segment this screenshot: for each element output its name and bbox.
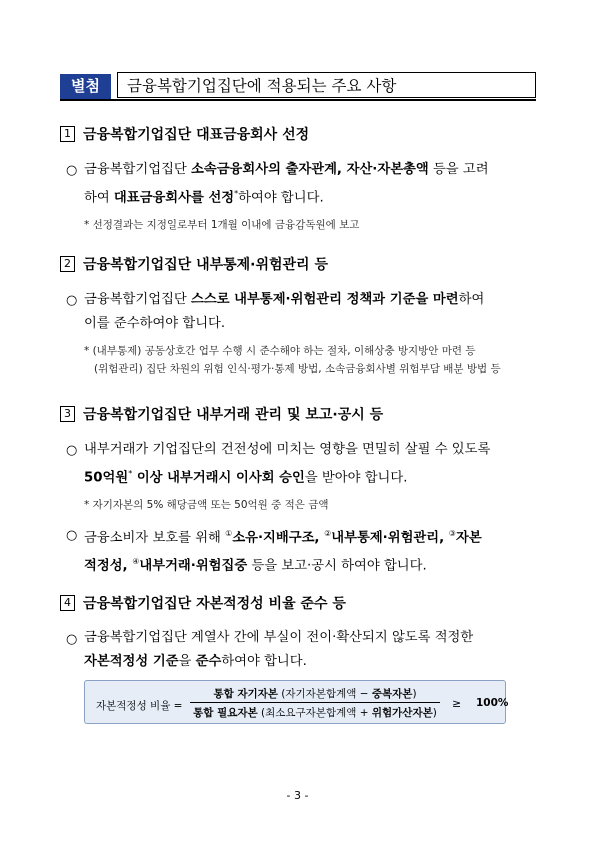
section-3-paragraph-2: 금융소비자 보호를 위해 ①소유·지배구조, ②내부통제·위험관리, ③자본 적정성, ④내부거래·위험집중 등을 보고·공시 하여야 합니다. [84, 529, 482, 574]
fraction-line [190, 702, 440, 703]
section-title: 금융복합기업집단 내부통제·위험관리 등 [83, 257, 328, 273]
greater-equal-sign: ≥ [452, 697, 462, 710]
page-title: 금융복합기업집단에 적용되는 주요 사항 [117, 72, 536, 98]
footnote: (위험관리) 집단 차원의 위험 인식·평가·통제 방법, 소속금융회사별 위험부담 배분 방법 등 [94, 363, 501, 375]
attachment-badge: 별첨 [60, 74, 111, 99]
bullet-icon: ○ [66, 528, 78, 543]
section-4-paragraph: 금융복합기업집단 계열사 간에 부실이 전이·확산되지 않도록 적정한 자본적정성 기준을 준수하여야 합니다. [84, 630, 474, 669]
section-number: 3 [60, 406, 75, 422]
section-4-heading [60, 593, 346, 613]
section-number: 4 [60, 595, 75, 611]
formula-numerator: 통합 자기자본 (자기자본합계액 − 중복자본) [213, 688, 417, 700]
formula-denominator: 통합 필요자본 (최소요구자본합계액 + 위험가산자본) [193, 707, 437, 719]
section-1-paragraph: 금융복합기업집단 소속금융회사의 출자관계, 자산·자본총액 등을 고려 하여 대표금융회사를 선정*하여야 합니다. * 선정결과는 지정일로부터 1개월 이내에 금융감독원에 보고 [84, 158, 540, 234]
footnote: * 선정결과는 지정일로부터 1개월 이내에 금융감독원에 보고 [84, 219, 360, 232]
title-underline [60, 99, 536, 101]
section-number: 2 [60, 256, 75, 272]
section-title: 금융복합기업집단 내부거래 관리 및 보고·공시 등 [83, 407, 384, 423]
footnote: * 자기자본의 5% 해당금액 또는 50억원 중 적은 금액 [84, 499, 329, 512]
section-1-heading [60, 124, 309, 144]
section-2-paragraph: 금융복합기업집단 스스로 내부통제·위험관리 정책과 기준을 마련하여 이를 준수하여야 합니다. * (내부통제) 공동상호간 업무 수행 시 준수해야 하는 절차, 이해상충 방지방안 마련 등 (위험관리) 집단 차원의 위험 인식·평가·통제 방법, 소속금융회사별 위험부담 배분 방법 등 [84, 288, 540, 378]
section-title: 금융복합기업집단 대표금융회사 선정 [83, 127, 310, 143]
footnote: * (내부통제) 공동상호간 업무 수행 시 준수해야 하는 절차, 이해상충 방지방안 마련 등 [84, 345, 476, 357]
page-number: - 3 - [286, 789, 309, 802]
section-3-heading [60, 404, 383, 424]
bullet-icon: ○ [66, 163, 78, 178]
formula-label: 자본적정성 비율 = [96, 700, 183, 712]
section-number: 1 [60, 126, 75, 142]
ratio-threshold: 100% [476, 697, 509, 709]
section-title: 금융복합기업집단 자본적정성 비율 준수 등 [83, 596, 346, 612]
bullet-icon: ○ [66, 443, 78, 458]
bullet-icon: ○ [66, 293, 78, 308]
section-3-paragraph-1: 내부거래가 기업집단의 건전성에 미치는 영향을 면밀히 살필 수 있도록 50억원* 이상 내부거래시 이사회 승인을 받아야 합니다. * 자기자본의 5% 해당금액 또는 50억원 중 적은 금액 [84, 438, 540, 514]
bullet-icon: ○ [66, 632, 78, 647]
section-2-heading [60, 254, 328, 274]
